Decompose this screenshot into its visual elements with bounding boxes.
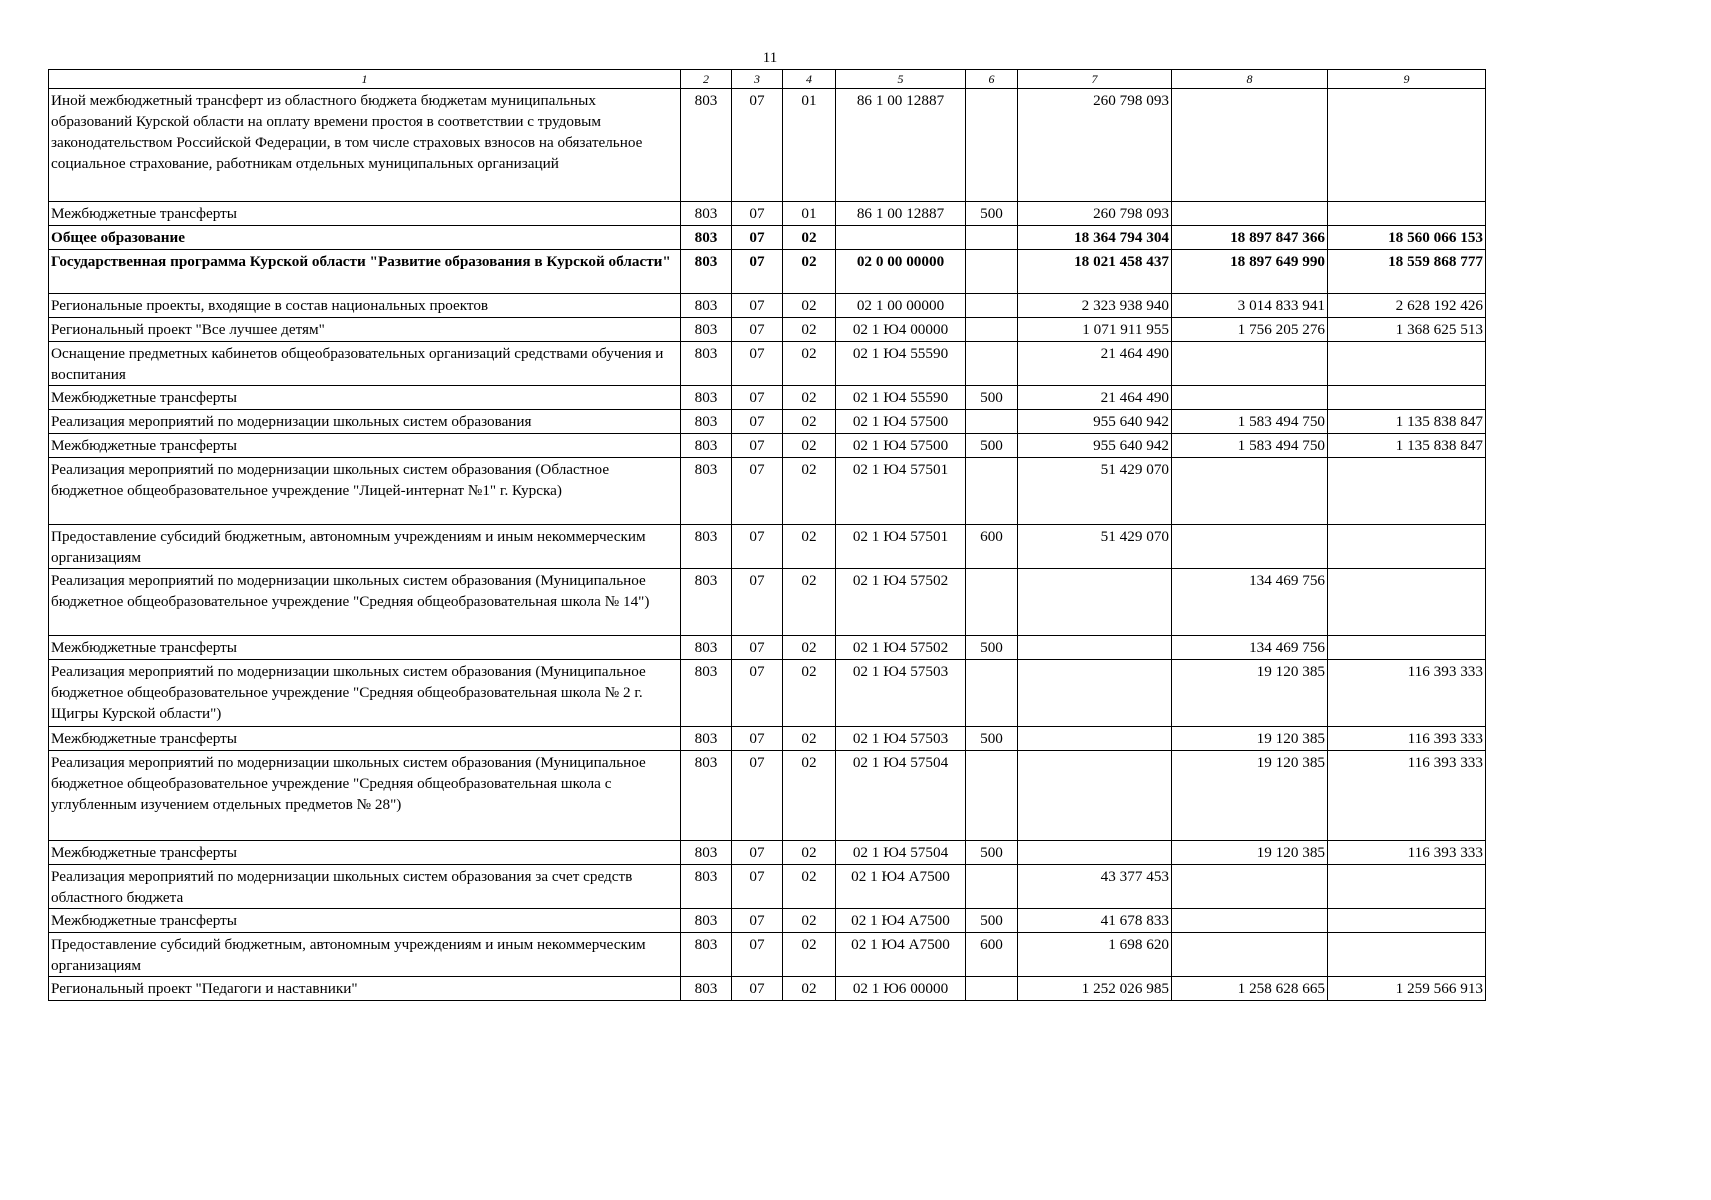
target-article-code: 02 1 Ю4 57503 bbox=[836, 660, 966, 727]
amount-year-3 bbox=[1328, 865, 1486, 909]
section-code: 07 bbox=[732, 434, 783, 458]
amount-year-2: 19 120 385 bbox=[1172, 727, 1328, 751]
expense-type-code bbox=[966, 865, 1018, 909]
section-code: 07 bbox=[732, 250, 783, 294]
row-name: Общее образование bbox=[49, 226, 681, 250]
amount-year-2: 134 469 756 bbox=[1172, 636, 1328, 660]
table-row bbox=[49, 751, 1486, 841]
amount-year-3 bbox=[1328, 89, 1486, 202]
table-row bbox=[49, 434, 1486, 458]
row-name: Оснащение предметных кабинетов общеобразовательных организаций средствами обучения и воспитания bbox=[49, 342, 681, 386]
table-row bbox=[49, 977, 1486, 1001]
target-article-code: 86 1 00 12887 bbox=[836, 202, 966, 226]
amount-year-3: 1 135 838 847 bbox=[1328, 434, 1486, 458]
target-article-code: 02 1 Ю4 57503 bbox=[836, 727, 966, 751]
table-row bbox=[49, 525, 1486, 569]
target-article-code: 02 1 Ю4 57501 bbox=[836, 458, 966, 525]
expense-type-code: 500 bbox=[966, 841, 1018, 865]
amount-year-2: 19 120 385 bbox=[1172, 751, 1328, 841]
table-row bbox=[49, 410, 1486, 434]
subsection-code: 02 bbox=[783, 525, 836, 569]
amount-year-3: 116 393 333 bbox=[1328, 660, 1486, 727]
subsection-code: 02 bbox=[783, 865, 836, 909]
amount-year-2: 1 583 494 750 bbox=[1172, 434, 1328, 458]
amount-year-2: 3 014 833 941 bbox=[1172, 294, 1328, 318]
ministry-code: 803 bbox=[681, 909, 732, 933]
amount-year-2 bbox=[1172, 386, 1328, 410]
row-name: Региональный проект "Педагоги и наставники" bbox=[49, 977, 681, 1001]
table-row bbox=[49, 386, 1486, 410]
row-name: Реализация мероприятий по модернизации школьных систем образования (Муниципальное бюджетное общеобразовательное учреждение "Средняя общеобразовательная школа № 14") bbox=[49, 569, 681, 636]
target-article-code: 86 1 00 12887 bbox=[836, 89, 966, 202]
section-code: 07 bbox=[732, 841, 783, 865]
ministry-code: 803 bbox=[681, 89, 732, 202]
row-name: Межбюджетные трансферты bbox=[49, 386, 681, 410]
subsection-code: 02 bbox=[783, 294, 836, 318]
section-code: 07 bbox=[732, 909, 783, 933]
amount-year-2 bbox=[1172, 933, 1328, 977]
table-body bbox=[49, 89, 1486, 1001]
target-article-code: 02 1 Ю4 А7500 bbox=[836, 865, 966, 909]
expense-type-code: 600 bbox=[966, 525, 1018, 569]
table-row bbox=[49, 202, 1486, 226]
column-number-row bbox=[49, 70, 1486, 89]
target-article-code: 02 1 Ю6 00000 bbox=[836, 977, 966, 1001]
section-code: 07 bbox=[732, 342, 783, 386]
table-row bbox=[49, 294, 1486, 318]
amount-year-2 bbox=[1172, 342, 1328, 386]
amount-year-1: 18 021 458 437 bbox=[1018, 250, 1172, 294]
amount-year-3 bbox=[1328, 342, 1486, 386]
expense-type-code: 500 bbox=[966, 202, 1018, 226]
row-name: Предоставление субсидий бюджетным, автономным учреждениям и иным некоммерческим организациям bbox=[49, 933, 681, 977]
table-row bbox=[49, 933, 1486, 977]
target-article-code: 02 1 Ю4 57502 bbox=[836, 569, 966, 636]
target-article-code: 02 1 Ю4 57504 bbox=[836, 841, 966, 865]
budget-table bbox=[48, 69, 1486, 1001]
row-name: Реализация мероприятий по модернизации школьных систем образования (Областное бюджетное общеобразовательное учреждение "Лицей-интернат №1" г. Курска) bbox=[49, 458, 681, 525]
expense-type-code: 500 bbox=[966, 909, 1018, 933]
ministry-code: 803 bbox=[681, 342, 732, 386]
subsection-code: 02 bbox=[783, 434, 836, 458]
amount-year-1: 260 798 093 bbox=[1018, 202, 1172, 226]
ministry-code: 803 bbox=[681, 865, 732, 909]
section-code: 07 bbox=[732, 202, 783, 226]
row-name: Реализация мероприятий по модернизации школьных систем образования за счет средств областного бюджета bbox=[49, 865, 681, 909]
table-row bbox=[49, 89, 1486, 202]
ministry-code: 803 bbox=[681, 294, 732, 318]
row-name: Государственная программа Курской области "Развитие образования в Курской области" bbox=[49, 250, 681, 294]
amount-year-3 bbox=[1328, 458, 1486, 525]
row-name: Межбюджетные трансферты bbox=[49, 841, 681, 865]
column-number: 8 bbox=[1172, 70, 1328, 89]
amount-year-3 bbox=[1328, 386, 1486, 410]
section-code: 07 bbox=[732, 569, 783, 636]
section-code: 07 bbox=[732, 727, 783, 751]
target-article-code: 02 0 00 00000 bbox=[836, 250, 966, 294]
amount-year-1 bbox=[1018, 727, 1172, 751]
target-article-code: 02 1 Ю4 А7500 bbox=[836, 933, 966, 977]
amount-year-3: 116 393 333 bbox=[1328, 727, 1486, 751]
column-number: 7 bbox=[1018, 70, 1172, 89]
target-article-code bbox=[836, 226, 966, 250]
target-article-code: 02 1 Ю4 57501 bbox=[836, 525, 966, 569]
amount-year-3 bbox=[1328, 202, 1486, 226]
target-article-code: 02 1 Ю4 А7500 bbox=[836, 909, 966, 933]
amount-year-3: 1 259 566 913 bbox=[1328, 977, 1486, 1001]
amount-year-1 bbox=[1018, 569, 1172, 636]
expense-type-code bbox=[966, 977, 1018, 1001]
section-code: 07 bbox=[732, 458, 783, 525]
column-number: 6 bbox=[966, 70, 1018, 89]
section-code: 07 bbox=[732, 660, 783, 727]
subsection-code: 02 bbox=[783, 226, 836, 250]
amount-year-2: 1 756 205 276 bbox=[1172, 318, 1328, 342]
expense-type-code bbox=[966, 226, 1018, 250]
target-article-code: 02 1 Ю4 57500 bbox=[836, 434, 966, 458]
amount-year-2 bbox=[1172, 865, 1328, 909]
target-article-code: 02 1 00 00000 bbox=[836, 294, 966, 318]
amount-year-2: 19 120 385 bbox=[1172, 660, 1328, 727]
ministry-code: 803 bbox=[681, 933, 732, 977]
amount-year-3: 116 393 333 bbox=[1328, 841, 1486, 865]
subsection-code: 02 bbox=[783, 342, 836, 386]
column-number: 4 bbox=[783, 70, 836, 89]
row-name: Реализация мероприятий по модернизации школьных систем образования bbox=[49, 410, 681, 434]
table-row bbox=[49, 318, 1486, 342]
target-article-code: 02 1 Ю4 55590 bbox=[836, 342, 966, 386]
amount-year-2: 134 469 756 bbox=[1172, 569, 1328, 636]
amount-year-1 bbox=[1018, 841, 1172, 865]
expense-type-code bbox=[966, 250, 1018, 294]
expense-type-code bbox=[966, 751, 1018, 841]
amount-year-2 bbox=[1172, 89, 1328, 202]
expense-type-code: 500 bbox=[966, 636, 1018, 660]
subsection-code: 02 bbox=[783, 727, 836, 751]
subsection-code: 02 bbox=[783, 909, 836, 933]
row-name: Иной межбюджетный трансферт из областного бюджета бюджетам муниципальных образований Курской области на оплату времени простоя в соответствии с трудовым законодательством Российской Федерации, в том числе страховых взносов на обязательное социальное страхование, работникам отдельных муниципальных организаций bbox=[49, 89, 681, 202]
table-row bbox=[49, 865, 1486, 909]
amount-year-2: 1 258 628 665 bbox=[1172, 977, 1328, 1001]
expense-type-code: 500 bbox=[966, 434, 1018, 458]
ministry-code: 803 bbox=[681, 250, 732, 294]
row-name: Реализация мероприятий по модернизации школьных систем образования (Муниципальное бюджетное общеобразовательное учреждение "Средняя общеобразовательная школа с углубленным изучением отдельных предметов № 28") bbox=[49, 751, 681, 841]
ministry-code: 803 bbox=[681, 458, 732, 525]
row-name: Межбюджетные трансферты bbox=[49, 727, 681, 751]
table-row bbox=[49, 841, 1486, 865]
expense-type-code bbox=[966, 458, 1018, 525]
amount-year-2 bbox=[1172, 525, 1328, 569]
ministry-code: 803 bbox=[681, 977, 732, 1001]
row-name: Межбюджетные трансферты bbox=[49, 909, 681, 933]
amount-year-1: 955 640 942 bbox=[1018, 434, 1172, 458]
expense-type-code bbox=[966, 89, 1018, 202]
amount-year-2: 18 897 847 366 bbox=[1172, 226, 1328, 250]
ministry-code: 803 bbox=[681, 660, 732, 727]
amount-year-1: 21 464 490 bbox=[1018, 386, 1172, 410]
amount-year-3 bbox=[1328, 909, 1486, 933]
subsection-code: 02 bbox=[783, 636, 836, 660]
amount-year-2: 19 120 385 bbox=[1172, 841, 1328, 865]
amount-year-1: 51 429 070 bbox=[1018, 458, 1172, 525]
section-code: 07 bbox=[732, 865, 783, 909]
ministry-code: 803 bbox=[681, 202, 732, 226]
section-code: 07 bbox=[732, 89, 783, 202]
section-code: 07 bbox=[732, 410, 783, 434]
amount-year-1 bbox=[1018, 751, 1172, 841]
expense-type-code bbox=[966, 342, 1018, 386]
amount-year-1: 2 323 938 940 bbox=[1018, 294, 1172, 318]
amount-year-1: 21 464 490 bbox=[1018, 342, 1172, 386]
ministry-code: 803 bbox=[681, 434, 732, 458]
subsection-code: 02 bbox=[783, 410, 836, 434]
section-code: 07 bbox=[732, 386, 783, 410]
target-article-code: 02 1 Ю4 55590 bbox=[836, 386, 966, 410]
column-number: 9 bbox=[1328, 70, 1486, 89]
row-name: Предоставление субсидий бюджетным, автономным учреждениям и иным некоммерческим организациям bbox=[49, 525, 681, 569]
amount-year-3: 18 560 066 153 bbox=[1328, 226, 1486, 250]
table-row bbox=[49, 636, 1486, 660]
subsection-code: 02 bbox=[783, 977, 836, 1001]
ministry-code: 803 bbox=[681, 318, 732, 342]
section-code: 07 bbox=[732, 933, 783, 977]
expense-type-code bbox=[966, 660, 1018, 727]
row-name: Межбюджетные трансферты bbox=[49, 202, 681, 226]
amount-year-2 bbox=[1172, 909, 1328, 933]
ministry-code: 803 bbox=[681, 636, 732, 660]
subsection-code: 02 bbox=[783, 569, 836, 636]
ministry-code: 803 bbox=[681, 841, 732, 865]
row-name: Региональные проекты, входящие в состав национальных проектов bbox=[49, 294, 681, 318]
subsection-code: 02 bbox=[783, 933, 836, 977]
target-article-code: 02 1 Ю4 57504 bbox=[836, 751, 966, 841]
amount-year-1: 51 429 070 bbox=[1018, 525, 1172, 569]
ministry-code: 803 bbox=[681, 727, 732, 751]
expense-type-code bbox=[966, 569, 1018, 636]
amount-year-3: 116 393 333 bbox=[1328, 751, 1486, 841]
expense-type-code bbox=[966, 318, 1018, 342]
amount-year-1: 1 698 620 bbox=[1018, 933, 1172, 977]
subsection-code: 02 bbox=[783, 841, 836, 865]
table-row bbox=[49, 727, 1486, 751]
section-code: 07 bbox=[732, 318, 783, 342]
amount-year-3: 1 368 625 513 bbox=[1328, 318, 1486, 342]
column-number: 3 bbox=[732, 70, 783, 89]
amount-year-1: 955 640 942 bbox=[1018, 410, 1172, 434]
row-name: Межбюджетные трансферты bbox=[49, 434, 681, 458]
table-row bbox=[49, 226, 1486, 250]
section-code: 07 bbox=[732, 751, 783, 841]
section-code: 07 bbox=[732, 226, 783, 250]
expense-type-code bbox=[966, 410, 1018, 434]
section-code: 07 bbox=[732, 294, 783, 318]
amount-year-1 bbox=[1018, 660, 1172, 727]
column-number: 5 bbox=[836, 70, 966, 89]
amount-year-3 bbox=[1328, 525, 1486, 569]
amount-year-3: 1 135 838 847 bbox=[1328, 410, 1486, 434]
row-name: Реализация мероприятий по модернизации школьных систем образования (Муниципальное бюджетное общеобразовательное учреждение "Средняя общеобразовательная школа № 2 г. Щигры Курской области") bbox=[49, 660, 681, 727]
section-code: 07 bbox=[732, 636, 783, 660]
amount-year-1: 1 252 026 985 bbox=[1018, 977, 1172, 1001]
table-row bbox=[49, 569, 1486, 636]
amount-year-1: 41 678 833 bbox=[1018, 909, 1172, 933]
table-row bbox=[49, 250, 1486, 294]
page-number: 11 bbox=[762, 50, 778, 66]
row-name: Межбюджетные трансферты bbox=[49, 636, 681, 660]
table-row bbox=[49, 909, 1486, 933]
column-number: 2 bbox=[681, 70, 732, 89]
ministry-code: 803 bbox=[681, 525, 732, 569]
amount-year-2 bbox=[1172, 202, 1328, 226]
expense-type-code: 500 bbox=[966, 727, 1018, 751]
amount-year-1 bbox=[1018, 636, 1172, 660]
subsection-code: 02 bbox=[783, 660, 836, 727]
table-row bbox=[49, 458, 1486, 525]
amount-year-1: 18 364 794 304 bbox=[1018, 226, 1172, 250]
expense-type-code bbox=[966, 294, 1018, 318]
amount-year-1: 43 377 453 bbox=[1018, 865, 1172, 909]
amount-year-1: 260 798 093 bbox=[1018, 89, 1172, 202]
section-code: 07 bbox=[732, 525, 783, 569]
subsection-code: 02 bbox=[783, 386, 836, 410]
amount-year-3 bbox=[1328, 636, 1486, 660]
table-row bbox=[49, 342, 1486, 386]
target-article-code: 02 1 Ю4 57500 bbox=[836, 410, 966, 434]
subsection-code: 02 bbox=[783, 250, 836, 294]
subsection-code: 01 bbox=[783, 202, 836, 226]
subsection-code: 02 bbox=[783, 318, 836, 342]
amount-year-3: 2 628 192 426 bbox=[1328, 294, 1486, 318]
ministry-code: 803 bbox=[681, 751, 732, 841]
subsection-code: 02 bbox=[783, 751, 836, 841]
expense-type-code: 600 bbox=[966, 933, 1018, 977]
row-name: Региональный проект "Все лучшее детям" bbox=[49, 318, 681, 342]
target-article-code: 02 1 Ю4 57502 bbox=[836, 636, 966, 660]
amount-year-2: 1 583 494 750 bbox=[1172, 410, 1328, 434]
subsection-code: 01 bbox=[783, 89, 836, 202]
column-number: 1 bbox=[49, 70, 681, 89]
ministry-code: 803 bbox=[681, 569, 732, 636]
ministry-code: 803 bbox=[681, 410, 732, 434]
amount-year-3 bbox=[1328, 569, 1486, 636]
amount-year-2 bbox=[1172, 458, 1328, 525]
section-code: 07 bbox=[732, 977, 783, 1001]
ministry-code: 803 bbox=[681, 226, 732, 250]
amount-year-3: 18 559 868 777 bbox=[1328, 250, 1486, 294]
target-article-code: 02 1 Ю4 00000 bbox=[836, 318, 966, 342]
amount-year-3 bbox=[1328, 933, 1486, 977]
amount-year-2: 18 897 649 990 bbox=[1172, 250, 1328, 294]
expense-type-code: 500 bbox=[966, 386, 1018, 410]
amount-year-1: 1 071 911 955 bbox=[1018, 318, 1172, 342]
subsection-code: 02 bbox=[783, 458, 836, 525]
table-row bbox=[49, 660, 1486, 727]
ministry-code: 803 bbox=[681, 386, 732, 410]
